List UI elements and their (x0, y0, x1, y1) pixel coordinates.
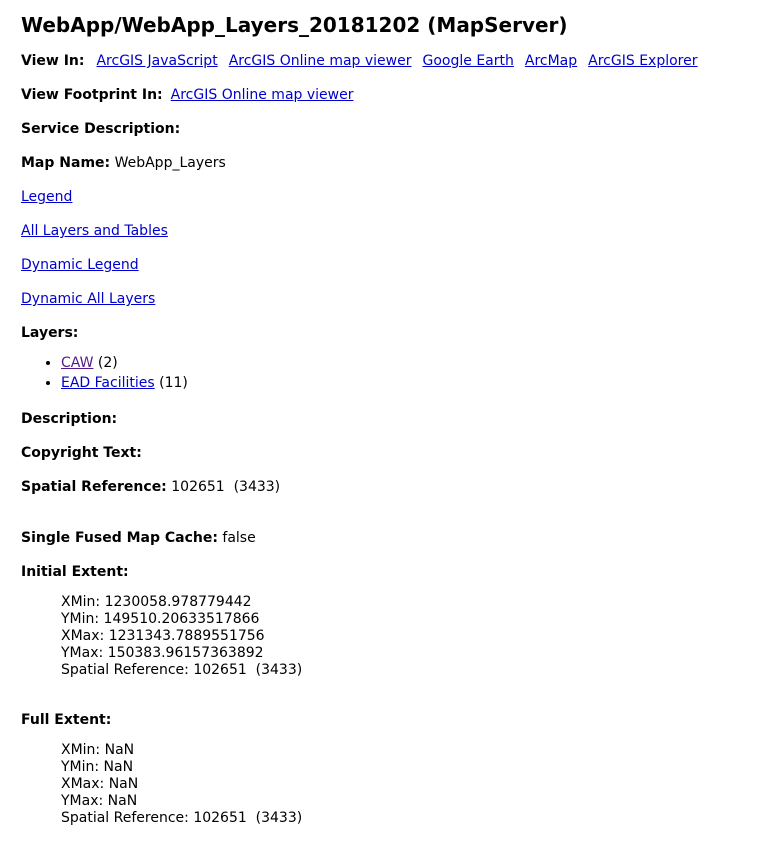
layers-list (21, 353, 772, 393)
layer-caw-id: (2) (97, 355, 118, 371)
view-in-label: View In: (21, 53, 85, 69)
view-in-arcgis-javascript-link[interactable]: ArcGIS JavaScript (96, 53, 218, 69)
full-extent-label: Full Extent: (21, 712, 112, 728)
layer-ead-facilities-link[interactable]: EAD Facilities (61, 375, 155, 391)
full-extent-spatial-reference: Spatial Reference: 102651 (3433) (61, 810, 303, 826)
page-title: WebApp/WebApp_Layers_20181202 (MapServer) (21, 13, 568, 37)
single-fused-cache-label: Single Fused Map Cache: (21, 530, 218, 546)
dynamic-all-layers-link[interactable]: Dynamic All Layers (21, 291, 156, 307)
initial-extent-heading-row (21, 563, 772, 581)
spatial-reference-label: Spatial Reference: (21, 479, 167, 495)
layer-item-ead-facilities (61, 373, 772, 393)
copyright-row (21, 444, 772, 462)
layers-label: Layers: (21, 325, 79, 341)
all-layers-tables-row (21, 222, 772, 240)
initial-extent-xmax: XMax: 1231343.7889551756 (61, 628, 265, 644)
layer-ead-facilities-id: (11) (159, 375, 188, 391)
full-extent-block (61, 742, 772, 827)
view-footprint-label: View Footprint In: (21, 87, 163, 103)
initial-extent-ymin: YMin: 149510.20633517866 (61, 611, 260, 627)
full-extent-heading-row (21, 711, 772, 729)
layer-item-caw (61, 353, 772, 373)
layer-caw-link[interactable]: CAW (61, 355, 94, 371)
dynamic-legend-link[interactable]: Dynamic Legend (21, 257, 139, 273)
view-in-arcmap-link[interactable]: ArcMap (524, 53, 578, 69)
single-fused-cache-row (21, 529, 772, 547)
full-extent-ymax: YMax: NaN (61, 793, 138, 809)
initial-extent-ymax: YMax: 150383.96157363892 (61, 645, 264, 661)
spatial-reference-row (21, 478, 772, 496)
legend-row (21, 188, 772, 206)
map-name-label: Map Name: (21, 155, 111, 171)
view-footprint-arcgis-online-link[interactable]: ArcGIS Online map viewer (170, 87, 354, 103)
single-fused-cache-value: false (222, 530, 256, 546)
dynamic-legend-row (21, 256, 772, 274)
full-extent-xmax: XMax: NaN (61, 776, 139, 792)
all-layers-tables-link[interactable]: All Layers and Tables (21, 223, 168, 239)
view-footprint-row (21, 86, 772, 104)
service-description-row (21, 120, 772, 138)
full-extent-xmin: XMin: NaN (61, 742, 135, 758)
copyright-label: Copyright Text: (21, 445, 142, 461)
initial-extent-block (61, 594, 772, 679)
map-name-row (21, 154, 772, 172)
legend-link[interactable]: Legend (21, 189, 73, 205)
description-label: Description: (21, 411, 118, 427)
map-name-value: WebApp_Layers (114, 155, 226, 171)
view-in-row (21, 52, 772, 70)
dynamic-all-layers-row (21, 290, 772, 308)
initial-extent-spatial-reference: Spatial Reference: 102651 (3433) (61, 662, 303, 678)
initial-extent-xmin: XMin: 1230058.978779442 (61, 594, 252, 610)
service-description-label: Service Description: (21, 121, 181, 137)
spatial-reference-value: 102651 (3433) (171, 479, 281, 495)
full-extent-ymin: YMin: NaN (61, 759, 134, 775)
view-in-arcgis-online-link[interactable]: ArcGIS Online map viewer (228, 53, 412, 69)
layers-heading-row (21, 324, 772, 342)
description-row (21, 410, 772, 428)
view-in-arcgis-explorer-link[interactable]: ArcGIS Explorer (588, 53, 698, 69)
view-in-google-earth-link[interactable]: Google Earth (422, 53, 514, 69)
initial-extent-label: Initial Extent: (21, 564, 129, 580)
